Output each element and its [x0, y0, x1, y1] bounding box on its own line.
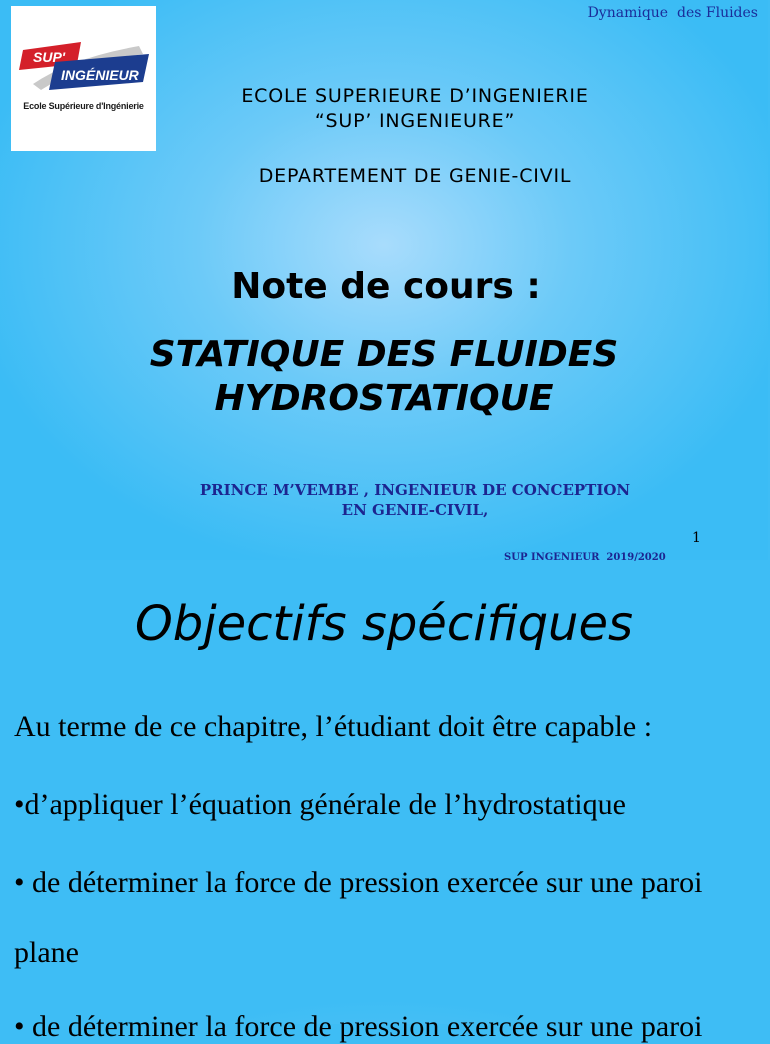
page-number: 1 [692, 530, 701, 546]
objectives-intro: Au terme de ce chapitre, l’étudiant doit être capable : [14, 710, 653, 743]
objective-bullet-2-continuation: plane [14, 936, 79, 969]
objective-bullet-2: • de déterminer la force de pression exercée sur une paroi [14, 866, 703, 899]
school-name-line-1: ECOLE SUPERIEURE D’INGENIERIE [241, 85, 589, 107]
school-name-line-2: “SUP’ INGENIEURE” [314, 110, 516, 132]
objective-bullet-1: •d’appliquer l’équation générale de l’hydrostatique [14, 788, 626, 821]
footer-year: SUP INGENIEUR 2019/2020 [504, 552, 666, 563]
objective-bullet-3: • de déterminer la force de pression exercée sur une paroi [14, 1010, 703, 1043]
school-name [140, 84, 690, 134]
logo-caption: Ecole Supérieure d'Ingénierie [23, 101, 144, 111]
author-line-1: PRINCE M’VEMBE , INGENIEUR DE CONCEPTION [199, 481, 631, 499]
course-title-line-2: HYDROSTATIQUE [214, 378, 554, 419]
department-name: DEPARTEMENT DE GENIE-CIVIL [258, 165, 572, 187]
course-title [0, 333, 768, 421]
school-logo [11, 6, 156, 151]
author [140, 480, 690, 520]
header-tag: Dynamique des Fluides [587, 5, 758, 21]
logo-graphic [11, 6, 156, 151]
logo-text-sup: SUP' [33, 49, 66, 65]
course-title-line-1: STATIQUE DES FLUIDES [149, 334, 619, 375]
objectives-title: Objectifs spécifiques [135, 596, 633, 652]
note-title: Note de cours : [231, 266, 541, 307]
author-line-2: EN GENIE-CIVIL, [341, 501, 489, 519]
logo-text-ingenieur: INGÉNIEUR [61, 67, 139, 83]
